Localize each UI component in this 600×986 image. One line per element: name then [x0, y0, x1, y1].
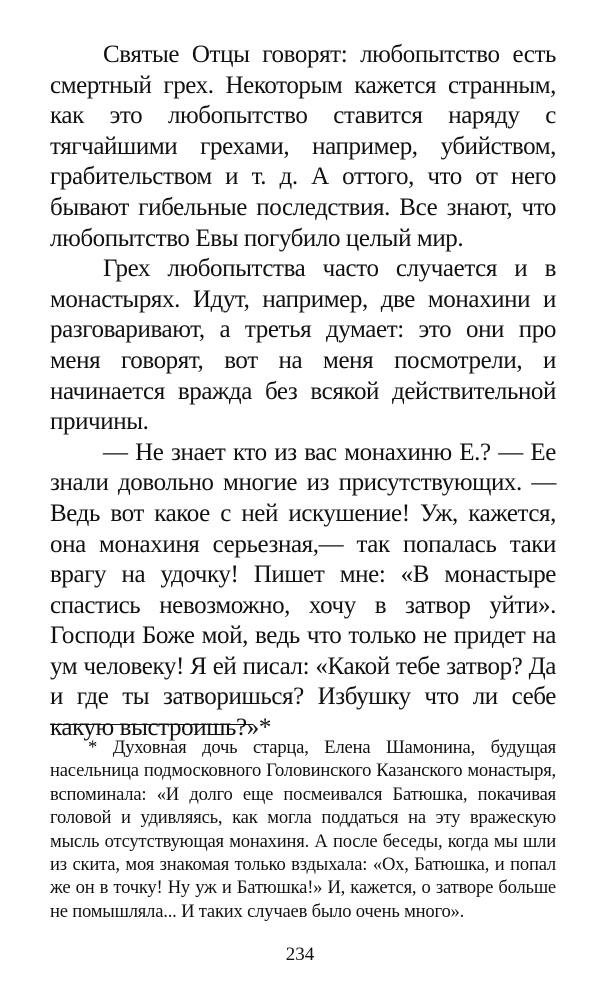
- main-text: [50, 40, 556, 744]
- footnote-divider: [50, 724, 253, 725]
- paragraph-2: Грех любопытства часто случается и в монастырях. Идут, например, две монахини и разговаривают, а третья думает: это они про меня говорят, вот на меня посмотрели, и начинается вражда без всякой действительной причины.: [50, 255, 556, 436]
- footnote-text: * Духовная дочь старца, Елена Шамонина, будущая насельница подмосковного Головинского Казанского монастыря, вспоминала: «И долго еще посмеивался Батюшка, покачивая головой и удивляясь, как могла поддаться на эту вражескую мысль отсутствующая монахиня. А после беседы, когда мы шли из скита, моя знакомая только вздыхала: «Ох, Батюшка, и попал же он в точку! Ну уж и Батюшка!» И, кажется, о затворе больше не помышляла... И таких случаев было очень много».: [50, 737, 556, 922]
- paragraph-3: — Не знает кто из вас монахиню Е.? — Ее знали довольно многие из присутствующих. — Ведь вот какое с ней искушение! Уж, кажется, она монахиня серьезная,— так попалась таки врагу на удочку! Пишет мне: «В монастыре спастись невозможно, хочу в затвор уйти». Господи Боже мой, ведь что только не придет на ум человеку! Я ей писал: «Какой тебе затвор? Да и где ты затворишься? Избушку что ли себе какую выстроишь?»*: [50, 438, 556, 742]
- footnote: [50, 736, 556, 923]
- page-number: 234: [285, 944, 315, 965]
- paragraph-1: Святые Отцы говорят: любопытство есть смертный грех. Некоторым кажется странным, как это любопытство ставится наряду с тягчайшими грехами, например, убийством, грабительством и т. д. А оттого, что от него бывают гибельные последствия. Все знают, что любопытство Евы погубило целый мир.: [50, 41, 556, 252]
